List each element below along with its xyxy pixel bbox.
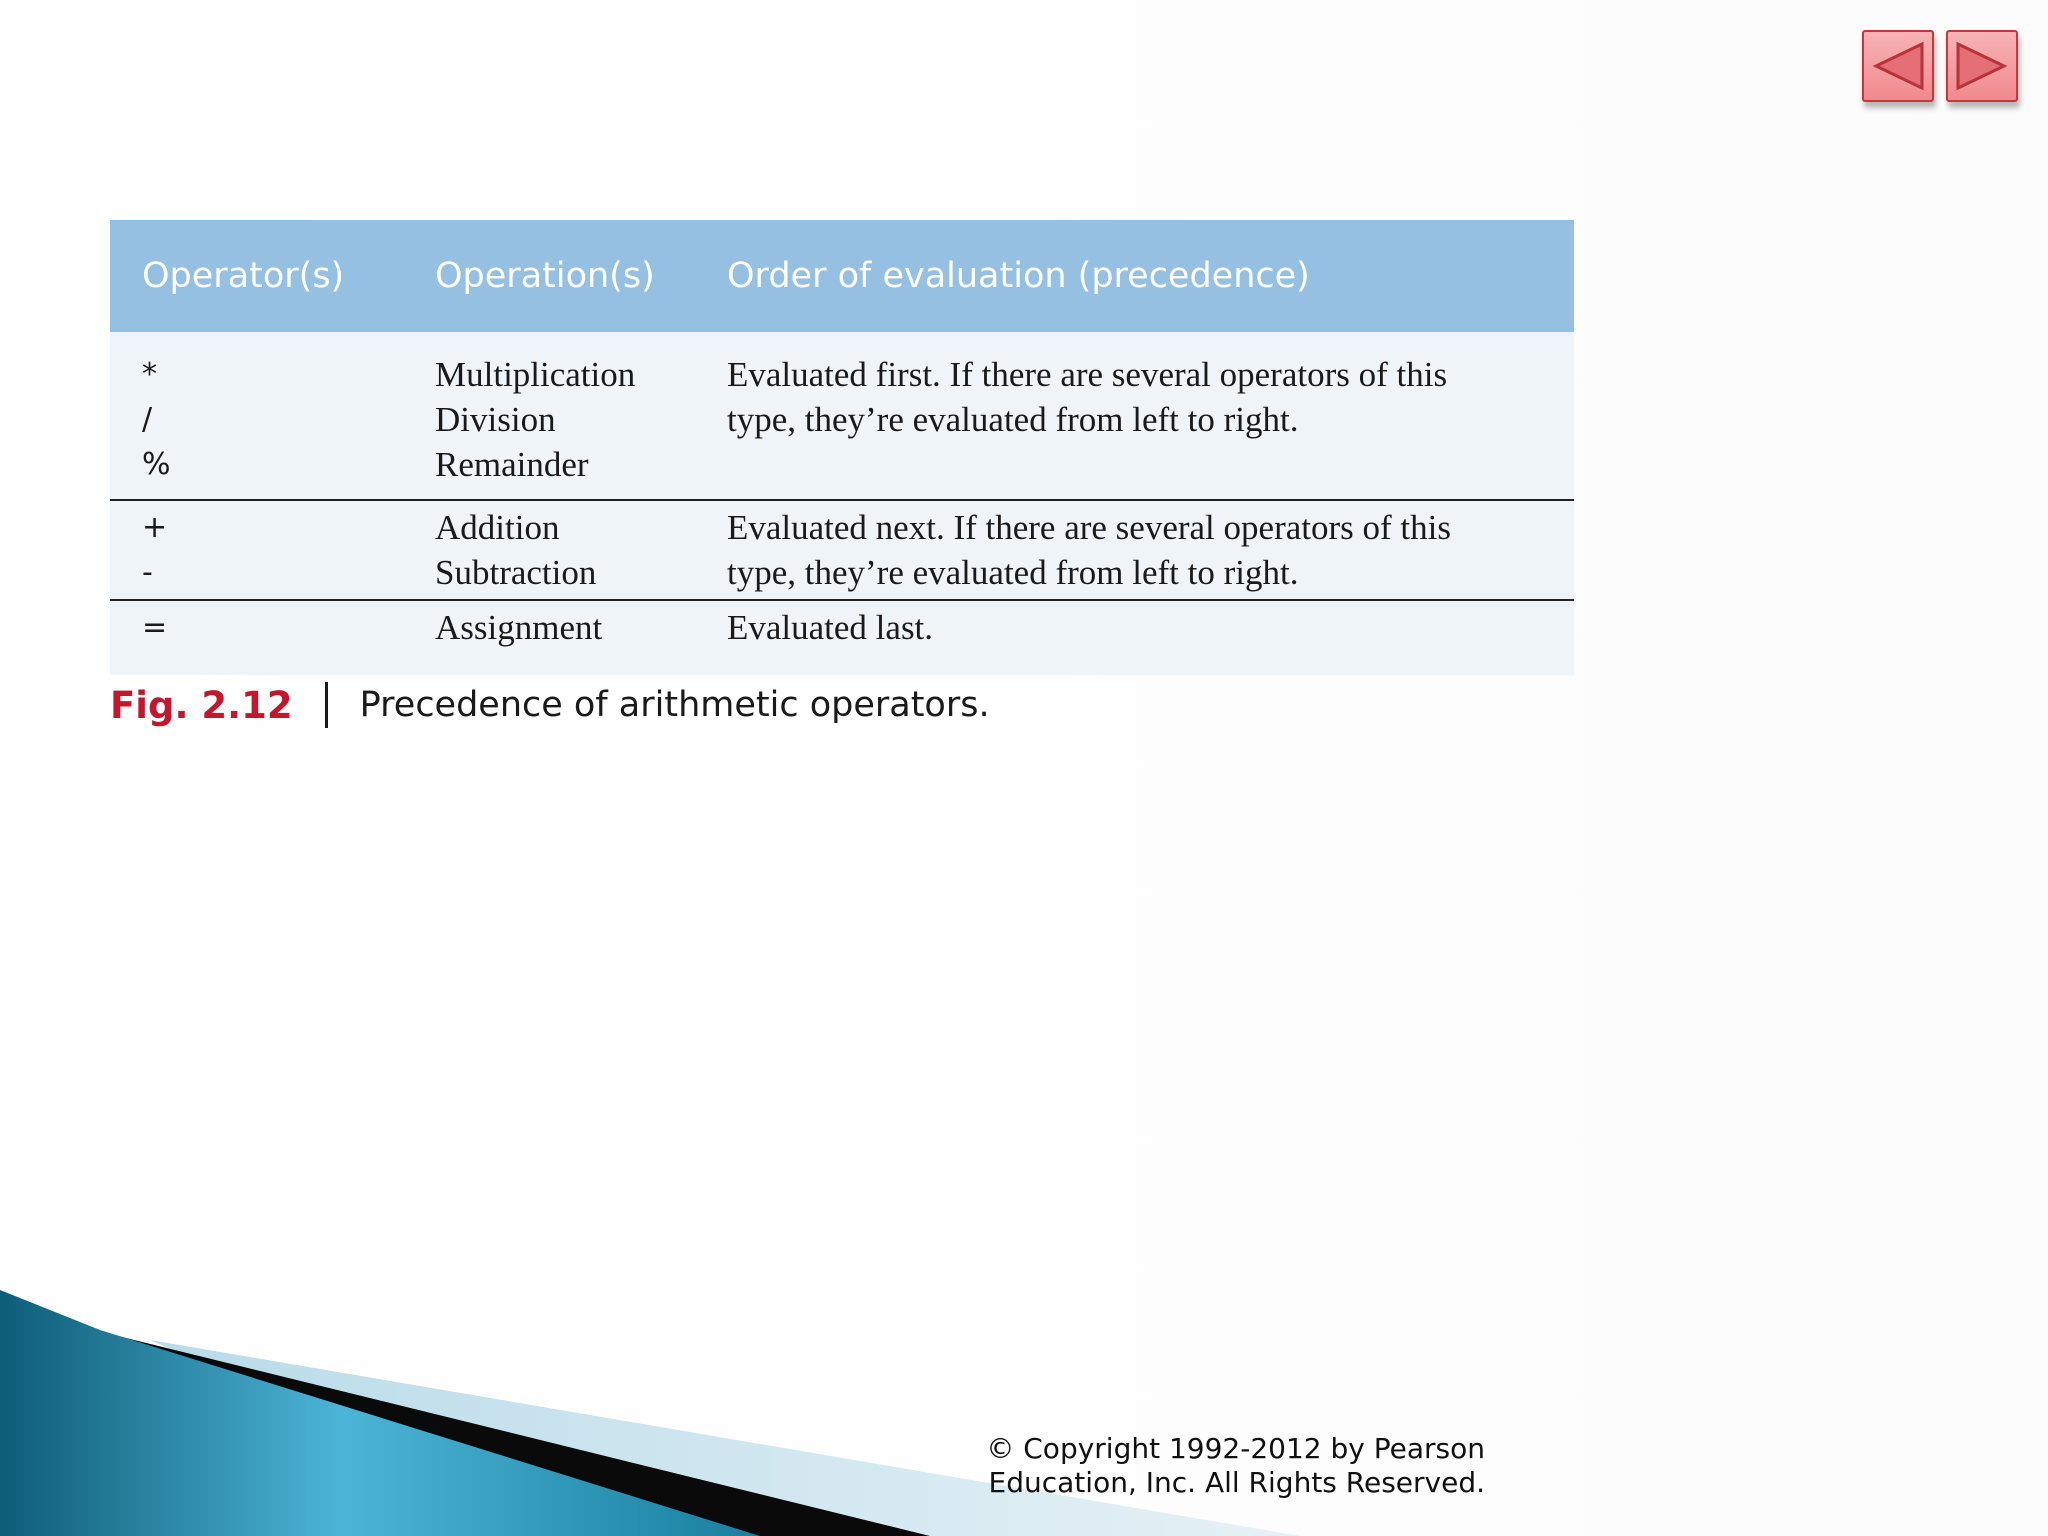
order-text: Evaluated last. bbox=[727, 608, 934, 647]
order-text: type, they’re evaluated from left to right. bbox=[727, 400, 1299, 439]
operator-symbol: / bbox=[142, 402, 153, 437]
precedence-table bbox=[110, 220, 1574, 675]
header-order: Order of evaluation (precedence) bbox=[695, 220, 1574, 332]
precedence-table-container bbox=[110, 220, 1574, 675]
operators-cell bbox=[110, 500, 403, 600]
table-header-row bbox=[110, 220, 1574, 332]
figure-caption-text: Precedence of arithmetic operators. bbox=[359, 685, 990, 725]
order-cell bbox=[695, 332, 1574, 500]
header-operators: Operator(s) bbox=[110, 220, 403, 332]
order-text: type, they’re evaluated from left to right. bbox=[727, 553, 1299, 592]
copyright-line: © Copyright 1992-2012 by Pearson bbox=[986, 1432, 1485, 1465]
caption-divider bbox=[325, 682, 328, 728]
slide-navigation bbox=[1862, 30, 2018, 102]
operator-symbol: % bbox=[142, 447, 171, 482]
table-row bbox=[110, 332, 1574, 500]
operation-name: Division bbox=[435, 400, 556, 439]
operation-name: Subtraction bbox=[435, 553, 597, 592]
table-row bbox=[110, 600, 1574, 675]
operation-name: Addition bbox=[435, 508, 560, 547]
operations-cell bbox=[403, 332, 695, 500]
operators-cell bbox=[110, 332, 403, 500]
operator-symbol: - bbox=[142, 555, 153, 590]
operator-symbol: + bbox=[142, 510, 168, 545]
next-slide-button[interactable] bbox=[1946, 30, 2018, 102]
triangle-left-icon bbox=[1870, 40, 1926, 92]
figure-label: Fig. 2.12 bbox=[110, 683, 293, 727]
triangle-right-icon bbox=[1954, 40, 2010, 92]
operations-cell bbox=[403, 600, 695, 675]
figure-caption bbox=[110, 682, 990, 728]
copyright-notice bbox=[986, 1432, 1485, 1500]
operator-symbol: * bbox=[142, 357, 157, 392]
operation-name: Assignment bbox=[435, 608, 603, 647]
order-cell bbox=[695, 500, 1574, 600]
order-text: Evaluated first. If there are several operators of this bbox=[727, 355, 1448, 394]
header-operations: Operation(s) bbox=[403, 220, 695, 332]
previous-slide-button[interactable] bbox=[1862, 30, 1934, 102]
order-cell bbox=[695, 600, 1574, 675]
operation-name: Multiplication bbox=[435, 355, 636, 394]
copyright-line: Education, Inc. All Rights Reserved. bbox=[988, 1466, 1485, 1499]
operator-symbol: = bbox=[142, 610, 168, 645]
order-text: Evaluated next. If there are several operators of this bbox=[727, 508, 1451, 547]
operation-name: Remainder bbox=[435, 445, 589, 484]
operations-cell bbox=[403, 500, 695, 600]
table-row bbox=[110, 500, 1574, 600]
operators-cell bbox=[110, 600, 403, 675]
